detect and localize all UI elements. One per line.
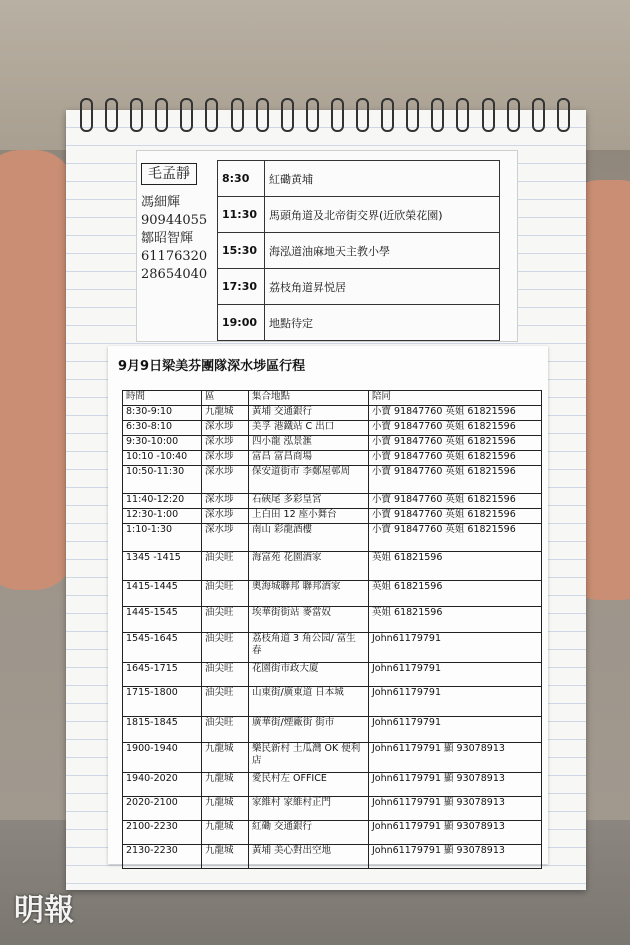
spiral-ring [507, 98, 520, 132]
table-row [123, 509, 542, 524]
spiral-ring [105, 98, 118, 132]
spiral-ring [406, 98, 419, 132]
spiral-ring [281, 98, 294, 132]
row-district: 九龍城 [202, 773, 249, 797]
row-time: 2020-2100 [123, 797, 202, 821]
row-companion: John61179791 [369, 663, 542, 687]
spiral-ring [306, 98, 319, 132]
row-time: 1815-1845 [123, 717, 202, 743]
row-time: 2130-2230 [123, 845, 202, 869]
top-schedule-time: 15:30 [218, 233, 265, 269]
row-time: 1445-1545 [123, 607, 202, 633]
row-district: 深水埗 [202, 494, 249, 509]
row-district: 油尖旺 [202, 552, 249, 581]
row-location: 荔枝角道 3 角公园/ 富生春 [249, 633, 369, 663]
top-schedule-place: 紅磡黄埔 [265, 161, 500, 197]
row-location: 黃埔 交通銀行 [249, 406, 369, 421]
row-companion: 小寶 91847760 英姐 61821596 [369, 494, 542, 509]
row-location: 花園街市政大廈 [249, 663, 369, 687]
row-time: 11:40-12:20 [123, 494, 202, 509]
row-companion: 英姐 61821596 [369, 607, 542, 633]
header-district: 區 [202, 391, 249, 406]
table-row [123, 717, 542, 743]
table-row [123, 451, 542, 466]
handwritten-line: 61176320 [141, 249, 208, 264]
header-time: 時間 [123, 391, 202, 406]
row-location: 紅磡 交通銀行 [249, 821, 369, 845]
table-row [123, 581, 542, 607]
row-district: 油尖旺 [202, 607, 249, 633]
table-row [123, 663, 542, 687]
row-companion: 小寶 91847760 英姐 61821596 [369, 466, 542, 494]
row-time: 6:30-8:10 [123, 421, 202, 436]
row-time: 1940-2020 [123, 773, 202, 797]
row-district: 油尖旺 [202, 717, 249, 743]
table-row [123, 607, 542, 633]
row-location: 南山 彩龍酒樓 [249, 524, 369, 552]
top-schedule-row [218, 305, 500, 341]
row-time: 8:30-9:10 [123, 406, 202, 421]
itinerary-table [122, 390, 542, 869]
row-district: 深水埗 [202, 466, 249, 494]
header-location: 集合地點 [249, 391, 369, 406]
top-schedule-row [218, 233, 500, 269]
spiral-ring [155, 98, 168, 132]
row-time: 1900-1940 [123, 743, 202, 773]
row-district: 油尖旺 [202, 687, 249, 717]
row-companion: John61179791 顯 93078913 [369, 743, 542, 773]
top-schedule-table [217, 160, 500, 341]
row-district: 深水埗 [202, 421, 249, 436]
row-district: 九龍城 [202, 845, 249, 869]
row-companion: 英姐 61821596 [369, 552, 542, 581]
row-district: 油尖旺 [202, 633, 249, 663]
row-location: 愛民村左 OFFICE [249, 773, 369, 797]
row-time: 10:50-11:30 [123, 466, 202, 494]
spiral-ring [205, 98, 218, 132]
table-row [123, 436, 542, 451]
row-location: 黃埔 美心對出空地 [249, 845, 369, 869]
row-companion: 小寶 91847760 英姐 61821596 [369, 524, 542, 552]
row-location: 富昌 富昌商場 [249, 451, 369, 466]
row-location: 上白田 12 座小舞台 [249, 509, 369, 524]
top-schedule-time: 11:30 [218, 197, 265, 233]
top-schedule-row [218, 197, 500, 233]
row-location: 四小龍 泓景滙 [249, 436, 369, 451]
row-companion: John61179791 [369, 717, 542, 743]
row-time: 1:10-1:30 [123, 524, 202, 552]
spiral-ring [431, 98, 444, 132]
row-companion: 小寶 91847760 英姐 61821596 [369, 451, 542, 466]
row-location: 廣華街/煙廠街 街市 [249, 717, 369, 743]
top-schedule-time: 19:00 [218, 305, 265, 341]
table-header-row [123, 391, 542, 406]
row-location: 海富苑 花園酒家 [249, 552, 369, 581]
row-district: 九龍城 [202, 797, 249, 821]
row-companion: John61179791 顯 93078913 [369, 845, 542, 869]
row-district: 九龍城 [202, 821, 249, 845]
row-district: 九龍城 [202, 743, 249, 773]
handwritten-names [141, 163, 217, 285]
watermark-logo: 明報 [14, 893, 74, 928]
row-district: 深水埗 [202, 524, 249, 552]
row-district: 油尖旺 [202, 663, 249, 687]
row-district: 深水埗 [202, 451, 249, 466]
top-schedule-place: 海泓道油麻地天主教小學 [265, 233, 500, 269]
row-district: 油尖旺 [202, 581, 249, 607]
table-row [123, 552, 542, 581]
row-companion: John61179791 [369, 633, 542, 663]
spiral-ring [356, 98, 369, 132]
spiral-ring [130, 98, 143, 132]
top-schedule-row [218, 269, 500, 305]
row-time: 2100-2230 [123, 821, 202, 845]
spiral-binding [80, 98, 570, 132]
top-schedule-place: 荔枝角道昇悦居 [265, 269, 500, 305]
row-time: 1645-1715 [123, 663, 202, 687]
top-schedule-place: 地點待定 [265, 305, 500, 341]
left-hand [0, 150, 75, 590]
row-companion: 英姐 61821596 [369, 581, 542, 607]
row-district: 深水埗 [202, 509, 249, 524]
row-location: 石硤尾 多彩皇宮 [249, 494, 369, 509]
handwritten-line: 鄒昭智輝 [141, 231, 194, 246]
row-time: 10:10 -10:40 [123, 451, 202, 466]
top-schedule-row [218, 161, 500, 197]
row-companion: John61179791 顯 93078913 [369, 773, 542, 797]
row-time: 1715-1800 [123, 687, 202, 717]
handwritten-line: 馮細輝 [141, 195, 181, 210]
row-time: 9:30-10:00 [123, 436, 202, 451]
spiral-ring [482, 98, 495, 132]
row-time: 1545-1645 [123, 633, 202, 663]
row-companion: 小寶 91847760 英姐 61821596 [369, 436, 542, 451]
row-district: 九龍城 [202, 406, 249, 421]
table-row [123, 633, 542, 663]
row-location: 奧海城聯邦 聯邦酒家 [249, 581, 369, 607]
spiral-ring [381, 98, 394, 132]
row-companion: 小寶 91847760 英姐 61821596 [369, 406, 542, 421]
table-row [123, 421, 542, 436]
table-row [123, 821, 542, 845]
spiral-ring [456, 98, 469, 132]
row-companion: John61179791 顯 93078913 [369, 821, 542, 845]
table-row [123, 773, 542, 797]
row-companion: 小寶 91847760 英姐 61821596 [369, 421, 542, 436]
row-district: 深水埗 [202, 436, 249, 451]
handwritten-line: 28654040 [141, 267, 208, 282]
table-row [123, 743, 542, 773]
table-row [123, 797, 542, 821]
spiral-ring [557, 98, 570, 132]
row-companion: 小寶 91847760 英姐 61821596 [369, 509, 542, 524]
row-location: 山東街/廣東道 日本城 [249, 687, 369, 717]
row-companion: John61179791 顯 93078913 [369, 797, 542, 821]
row-time: 1345 -1415 [123, 552, 202, 581]
spiral-ring [331, 98, 344, 132]
table-row [123, 845, 542, 869]
header-companion: 陪同 [369, 391, 542, 406]
sheet-title: 9月9日梁美芬團隊深水埗區行程 [118, 359, 306, 374]
row-location: 樂民新村 土瓜灣 OK 便利店 [249, 743, 369, 773]
handwritten-line: 90944055 [141, 213, 208, 228]
top-schedule-time: 17:30 [218, 269, 265, 305]
row-companion: John61179791 [369, 687, 542, 717]
row-location: 埃華街街站 麥當奴 [249, 607, 369, 633]
spiral-ring [80, 98, 93, 132]
spiral-ring [180, 98, 193, 132]
top-schedule-place: 馬頭角道及北帝街交界(近欣榮花園) [265, 197, 500, 233]
table-row [123, 466, 542, 494]
table-row [123, 406, 542, 421]
spiral-ring [532, 98, 545, 132]
row-location: 美孚 港鐵站 C 出口 [249, 421, 369, 436]
table-row [123, 494, 542, 509]
row-time: 12:30-1:00 [123, 509, 202, 524]
boxed-name: 毛孟靜 [141, 163, 197, 185]
row-time: 1415-1445 [123, 581, 202, 607]
table-row [123, 524, 542, 552]
row-location: 保安道街市 李鄭屋邨周 [249, 466, 369, 494]
row-location: 家維村 家維村正門 [249, 797, 369, 821]
table-row [123, 687, 542, 717]
spiral-ring [231, 98, 244, 132]
top-schedule-time: 8:30 [218, 161, 265, 197]
spiral-ring [256, 98, 269, 132]
